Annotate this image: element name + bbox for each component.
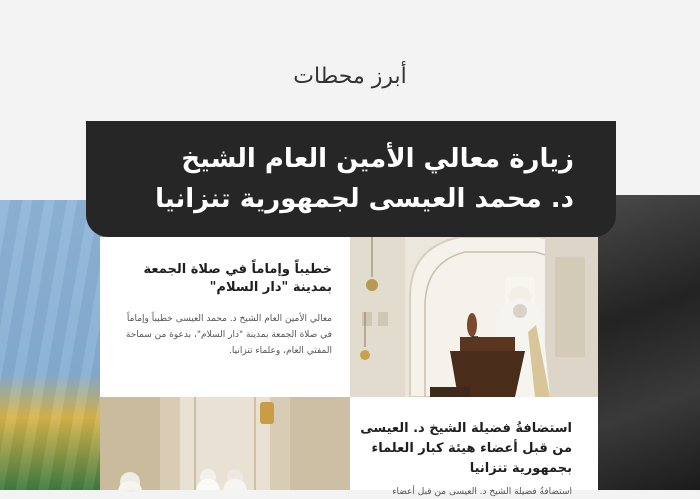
news-card-friday-sermon[interactable] <box>100 237 350 397</box>
news-card-description: معالي الأمين العام الشيخ د. محمد العيسى خطيباً وإماماً في صلاة الجمعة بمدينة "دار السلام"، بدعوة من سماحة المفتي العام، وعلماء تنزانيا. <box>125 314 332 356</box>
news-card-description: استضافةُ فضيلة الشيخ د. العيسى من قبل أعضاء <box>392 487 572 497</box>
news-card-senior-scholars[interactable] <box>350 397 598 497</box>
header-title-line-1: زيارة معالي الأمين العام الشيخ <box>181 144 574 174</box>
mosque-pulpit-illustration <box>350 237 598 397</box>
news-card-title[interactable]: خطيباً وإماماً في صلاة الجمعة بمدينة "دار السلام" <box>143 262 332 295</box>
section-title: أبرز محطات <box>293 64 407 89</box>
mosque-pulpit-photo[interactable] <box>350 237 598 397</box>
meeting-hall-photo[interactable] <box>100 397 350 490</box>
news-card-title[interactable]: استضافةُ فضيلة الشيخ د. العيسى من قبل أعضاء هيئة كبار العلماء بجمهورية تنزانيا <box>360 421 572 476</box>
meeting-hall-illustration <box>100 397 350 490</box>
feature-header-card <box>86 121 616 237</box>
flag-background-right <box>595 195 700 490</box>
header-title-line-2: د. محمد العيسى لجمهورية تنزانيا <box>155 184 574 214</box>
